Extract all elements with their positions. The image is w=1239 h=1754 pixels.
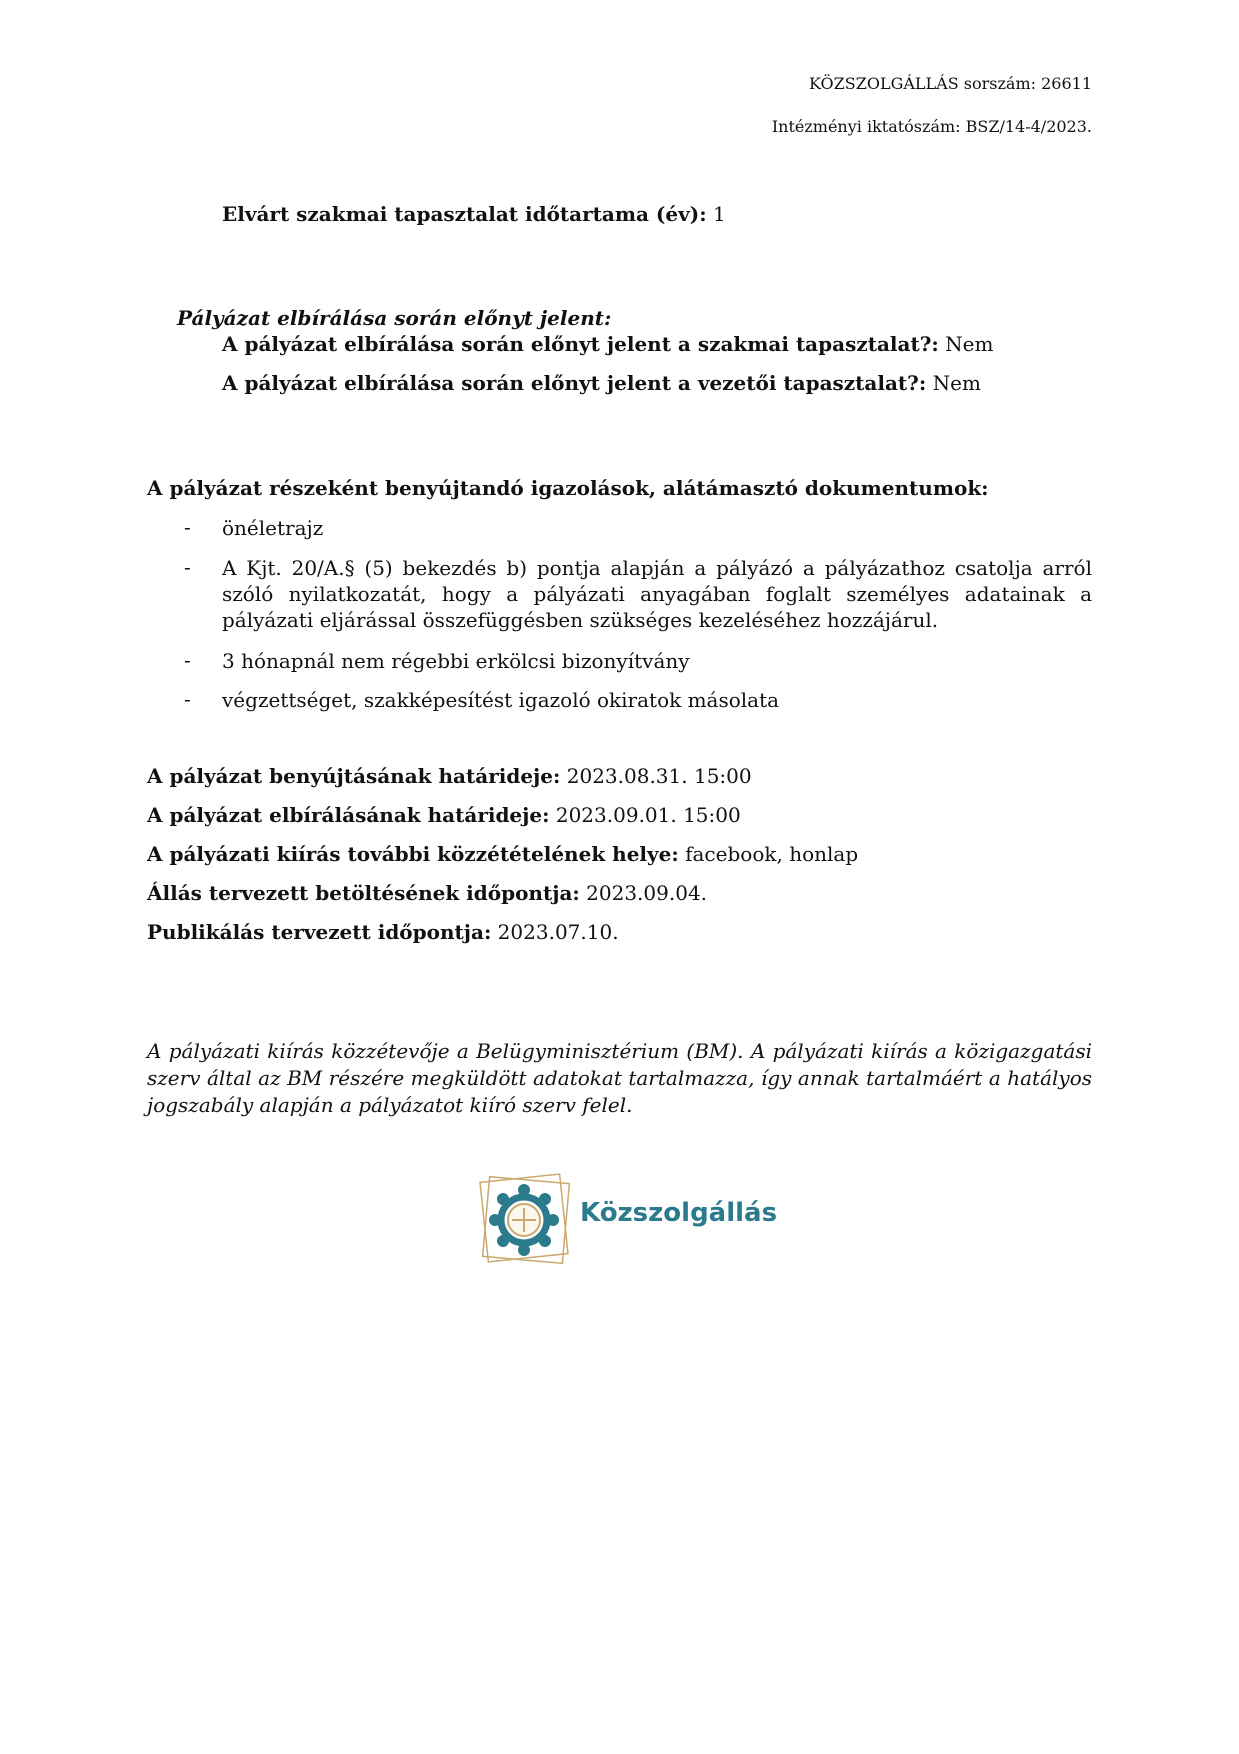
advantage-value: Nem <box>926 371 981 395</box>
advantage-label: A pályázat elbírálása során előnyt jelent a vezetői tapasztalat?: <box>222 371 927 395</box>
deadline-value: 2023.07.10. <box>491 920 619 944</box>
experience-line <box>222 202 726 226</box>
advantage-heading: Pályázat elbírálása során előnyt jelent: <box>177 306 612 330</box>
disclaimer-paragraph: A pályázati kiírás közzétevője a Belügyminisztérium (BM). A pályázati kiírás a közigazgatási szerv által az BM részére megküldött adatokat tartalmazza, így annak tartalmáért a hatályos jogszabály alapján a pályázatot kiíró szerv felel. <box>147 1039 1092 1117</box>
deadline-label: Állás tervezett betöltésének időpontja: <box>147 881 580 905</box>
deadline-row <box>147 881 707 905</box>
deadline-row <box>147 920 619 944</box>
deadline-row <box>147 764 752 788</box>
bullet-dash: - <box>184 687 191 711</box>
logo-wordmark: Közszolgállás <box>580 1198 778 1228</box>
bullet-dash: - <box>184 555 191 579</box>
document-item: önéletrajz <box>222 516 324 540</box>
advantage-item <box>222 371 981 395</box>
advantage-item <box>222 332 993 356</box>
deadline-row <box>147 803 741 827</box>
bullet-dash: - <box>184 648 191 672</box>
bullet-dash: - <box>184 515 191 539</box>
advantage-value: Nem <box>938 332 994 356</box>
deadline-value: 2023.09.04. <box>579 881 708 905</box>
serial-number: KÖZSZOLGÁLLÁS sorszám: 26611 <box>809 74 1092 93</box>
deadline-row <box>147 842 858 866</box>
filing-number: Intézményi iktatószám: BSZ/14-4/2023. <box>771 117 1092 136</box>
kozszolgallas-logo <box>474 1170 778 1270</box>
document-item: végzettséget, szakképesítést igazoló okiratok másolata <box>222 688 780 712</box>
deadline-value: facebook, honlap <box>678 842 859 866</box>
documents-heading: A pályázat részeként benyújtandó igazolások, alátámasztó dokumentumok: <box>147 476 989 500</box>
deadline-label: A pályázat elbírálásának határideje: <box>147 803 550 827</box>
kozszolgallas-emblem-icon <box>474 1170 574 1270</box>
experience-label: Elvárt szakmai tapasztalat időtartama (év): <box>222 202 707 226</box>
deadline-label: Publikálás tervezett időpontja: <box>147 920 492 944</box>
deadline-label: A pályázat benyújtásának határideje: <box>147 764 561 788</box>
deadline-label: A pályázati kiírás további közzétételének helye: <box>147 842 679 866</box>
advantage-label: A pályázat elbírálása során előnyt jelent a szakmai tapasztalat?: <box>222 332 939 356</box>
document-item: 3 hónapnál nem régebbi erkölcsi bizonyítvány <box>222 649 690 673</box>
deadline-value: 2023.08.31. 15:00 <box>560 764 752 788</box>
document-item: A Kjt. 20/A.§ (5) bekezdés b) pontja alapján a pályázó a pályázathoz csatolja arról szóló nyilatkozatát, hogy a pályázati anyagában foglalt személyes adatainak a pályázati eljárással összefüggésben szükséges kezeléséhez hozzájárul. <box>222 556 1092 632</box>
experience-value: 1 <box>706 202 726 226</box>
deadline-value: 2023.09.01. 15:00 <box>549 803 741 827</box>
